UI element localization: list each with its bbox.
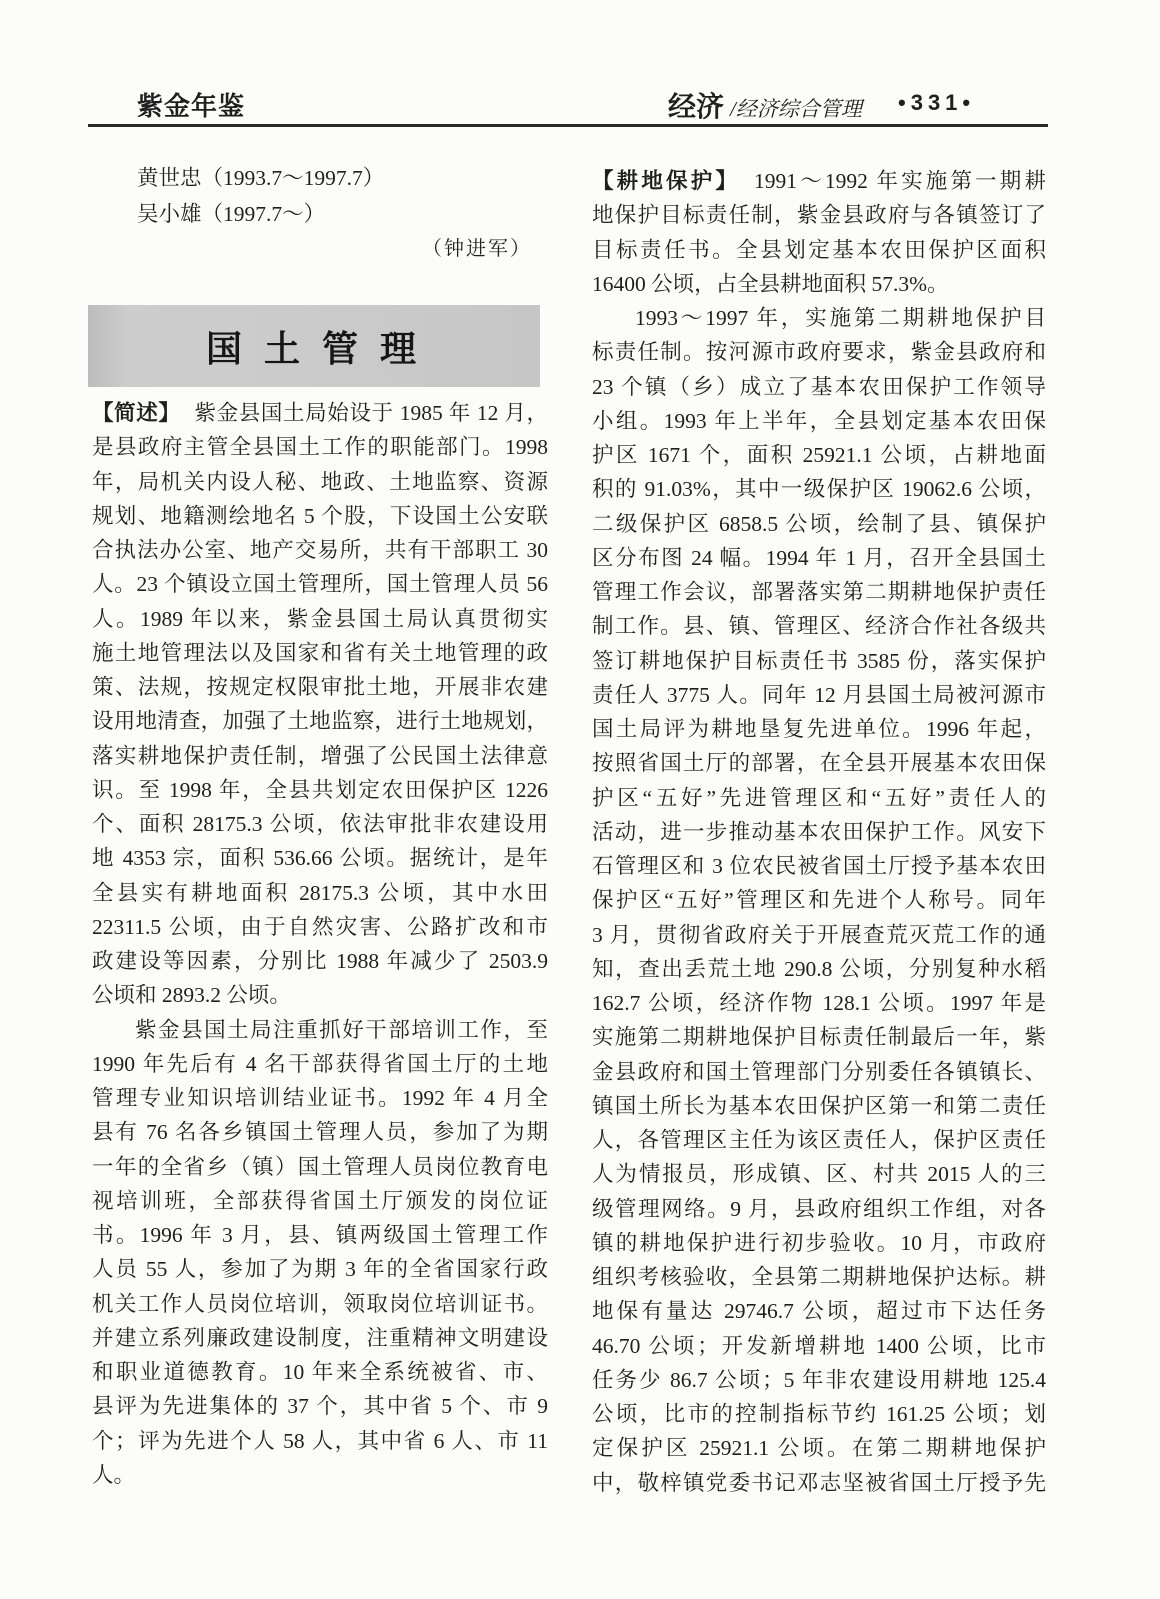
line-text: 1991～1992 年实施第一期耕 [754, 169, 1046, 193]
text-line [592, 712, 1046, 746]
line-text: 地 4353 宗，面积 536.66 公顷。据统计，是年 [92, 846, 548, 871]
line-text: 签订耕地保护目标责任书 3585 份，落实保护 [592, 648, 1046, 673]
text-line [92, 499, 548, 533]
line-text: 组织考核验收，全县第二期耕地保护达标。耕 [592, 1265, 1046, 1289]
text-line [92, 1218, 548, 1252]
text-line [592, 541, 1046, 575]
text-line [592, 1020, 1046, 1054]
text-line [592, 1329, 1046, 1363]
text-line [92, 1013, 548, 1047]
section-title-box [88, 305, 540, 387]
line-text: 合执法办公室、地产交易所，共有干部职工 30 [92, 538, 548, 562]
text-line [592, 1192, 1046, 1226]
line-text: 制工作。县、镇、管理区、经济合作社各级共 [592, 614, 1046, 639]
line-text: 人员 55 人，参加了为期 3 年的全省国家行政 [92, 1257, 548, 1282]
line-text: 管理工作会议，部署落实第二期耕地保护责任 [592, 580, 1046, 604]
line-text: 地保护目标责任制，紫金县政府与各镇签订了 [592, 203, 1046, 228]
text-line [92, 533, 548, 567]
line-text: 县有 76 名各乡镇国土管理人员，参加了为期 [92, 1120, 548, 1145]
text-line [92, 602, 548, 636]
paragraph [592, 301, 1046, 1500]
line-text: 责任人 3775 人。同年 12 月县国土局被河源市 [592, 682, 1046, 707]
text-line [592, 472, 1046, 506]
line-text: 23 个镇（乡）成立了基本农田保护工作领导 [592, 374, 1046, 399]
line-text: 按照省国土厅的部署，在全县开展基本农田保 [592, 751, 1046, 776]
text-line [92, 978, 548, 1012]
text-line [592, 233, 1046, 267]
right-column-body [592, 164, 1046, 1500]
text-line [592, 575, 1046, 609]
line-text: 金县政府和国土管理部门分别委任各镇镇长、 [592, 1059, 1046, 1084]
text-line [92, 430, 548, 464]
line-text: 人。 [92, 1462, 136, 1487]
text-line [592, 986, 1046, 1020]
text-line [92, 739, 548, 773]
header-rule [88, 124, 1048, 127]
text-line [92, 636, 548, 670]
text-line [92, 396, 548, 430]
text-line [592, 438, 1046, 472]
line-text: 落实耕地保护责任制，增强了公民国土法律意 [92, 743, 548, 768]
text-line [92, 773, 548, 807]
line-text: 定保护区 25921.1 公顷。在第二期耕地保护 [592, 1436, 1046, 1461]
line-text: 保护区“五好”管理区和先进个人称号。同年 [592, 888, 1046, 913]
line-text: 管理专业知识培训结业证书。1992 年 4 月全 [92, 1086, 548, 1110]
text-line [592, 815, 1046, 849]
text-line [592, 1466, 1046, 1500]
line-text: 书。1996 年 3 月，县、镇两级国土管理工作 [92, 1223, 548, 1247]
text-line [592, 370, 1046, 404]
line-text: 护区“五好”先进管理区和“五好”责任人的 [592, 785, 1046, 810]
subsection-name: /经济综合管理 [730, 97, 862, 121]
text-line [592, 678, 1046, 712]
paragraph [592, 164, 1046, 301]
text-line [92, 807, 548, 841]
line-text: 任务少 86.7 公顷；5 年非农建设用耕地 125.4 [592, 1367, 1046, 1392]
text-line [592, 746, 1046, 780]
text-line [592, 301, 1046, 335]
text-line [592, 609, 1046, 643]
line-text: 和职业道德教育。10 年来全系统被省、市、 [92, 1360, 548, 1384]
text-line [92, 670, 548, 704]
text-line [92, 1150, 548, 1184]
line-text: 规划、地籍测绘地名 5 个股，下设国土公安联 [92, 503, 548, 528]
line-text: 视培训班，全部获得省国土厅颁发的岗位证 [92, 1188, 548, 1213]
line-text: 策、法规，按规定权限审批土地，开展非农建 [92, 675, 548, 699]
text-line [92, 910, 548, 944]
text-line [92, 1389, 548, 1423]
text-line [592, 1431, 1046, 1465]
text-line [592, 267, 1046, 301]
line-text: 162.7 公顷，经济作物 128.1 公顷。1997 年是 [592, 991, 1046, 1015]
text-line [592, 781, 1046, 815]
line-text: 并建立系列廉政建设制度，注重精神文明建设 [92, 1325, 548, 1350]
line-text: 机关工作人员岗位培训，领取岗位培训证书。 [92, 1291, 548, 1316]
line-text: 个、面积 28175.3 公顷，依法审批非农建设用 [92, 812, 548, 836]
line-text: 个；评为先进个人 58 人，其中省 6 人、市 11 [92, 1428, 548, 1453]
line-text: 镇国土所长为基本农田保护区第一和第二责任 [592, 1093, 1046, 1118]
text-line [92, 876, 548, 910]
author-credit: （钟进军） [422, 238, 532, 260]
line-text: 3 月，贯彻省政府关于开展查荒灭荒工作的通 [592, 922, 1046, 947]
text-line [592, 1226, 1046, 1260]
line-text: 1990 年先后有 4 名干部获得省国土厅的土地 [92, 1051, 548, 1076]
line-text: 是县政府主管全县国土工作的职能部门。1998 [92, 435, 548, 460]
left-column-body [92, 396, 548, 1492]
line-text: 紫金县国土局注重抓好干部培训工作，至 [135, 1017, 548, 1042]
line-text: 公顷，比市的控制指标节约 161.25 公顷；划 [592, 1402, 1046, 1426]
line-text: 22311.5 公顷，由于自然灾害、公路扩改和市 [92, 914, 548, 939]
text-line [592, 1123, 1046, 1157]
text-line [592, 918, 1046, 952]
text-line [592, 1294, 1046, 1328]
line-text: 实施第二期耕地保护目标责任制最后一年，紫 [592, 1025, 1046, 1050]
line-text: 级管理网络。9 月，县政府组织工作组，对各 [592, 1196, 1046, 1221]
line-text: 施土地管理法以及国家和省有关土地管理的政 [92, 640, 548, 665]
line-text: 16400 公顷，占全县耕地面积 57.3%。 [592, 271, 949, 296]
text-line [592, 198, 1046, 232]
line-text: 石管理区和 3 位农民被省国土厅授予基本农田 [592, 854, 1046, 878]
line-text: 全县实有耕地面积 28175.3 公顷，其中水田 [92, 880, 548, 905]
line-text: 镇的耕地保护进行初步验收。10 月，市政府 [592, 1230, 1046, 1255]
section-title: 国 土 管 理 [205, 327, 422, 369]
text-line [592, 952, 1046, 986]
line-text: 设用地清查，加强了土地监察，进行土地规划， [92, 709, 548, 734]
text-line [592, 644, 1046, 678]
text-line [92, 465, 548, 499]
text-line [92, 1458, 548, 1492]
line-text: 人，各管理区主任为该区责任人，保护区责任 [592, 1128, 1046, 1152]
text-line [92, 1047, 548, 1081]
text-line [92, 1424, 548, 1458]
line-text: 政建设等因素，分别比 1988 年减少了 2503.9 [92, 949, 548, 973]
text-line [592, 1157, 1046, 1191]
officials-list [137, 160, 537, 232]
line-text: 标责任制。按河源市政府要求，紫金县政府和 [592, 340, 1046, 365]
text-line [92, 841, 548, 875]
line-text: 区分布图 24 幅。1994 年 1 月，召开全县国土 [592, 545, 1046, 570]
line-text: 识。至 1998 年，全县共划定农田保护区 1226 [92, 777, 548, 802]
line-text: 紫金县国土局始设于 1985 年 12 月， [194, 401, 548, 425]
line-text: 知，查出丢荒土地 290.8 公顷，分别复种水稻 [592, 956, 1046, 981]
text-line [592, 1089, 1046, 1123]
paragraph [92, 1013, 548, 1493]
line-text: 护区 1671 个，面积 25921.1 公顷，占耕地面 [592, 443, 1046, 467]
text-line [592, 164, 1046, 198]
text-line [592, 1055, 1046, 1089]
line-text: 1993～1997 年，实施第二期耕地保护目 [635, 306, 1046, 330]
text-line [592, 849, 1046, 883]
line-text: 年，局机关内设人秘、地政、土地监察、资源 [92, 469, 548, 494]
section-name: 经济 [668, 91, 725, 122]
line-text: 二级保护区 6858.5 公顷，绘制了县、镇保护 [592, 511, 1046, 536]
line-text: 人为情报员，形成镇、区、村共 2015 人的三 [592, 1162, 1046, 1187]
line-text: 人。1989 年以来，紫金县国土局认真贯彻实 [92, 606, 548, 631]
text-line [592, 507, 1046, 541]
text-line [92, 1081, 548, 1115]
text-line [92, 1252, 548, 1286]
line-text: 国土局评为耕地垦复先进单位。1996 年起， [592, 717, 1046, 741]
line-text: 公顷和 2893.2 公顷。 [92, 983, 291, 1008]
text-line [92, 1355, 548, 1389]
line-text: 46.70 公顷；开发新增耕地 1400 公顷，比市 [592, 1333, 1046, 1358]
text-line [592, 1260, 1046, 1294]
line-text: 地保有量达 29746.7 公顷，超过市下达任务 [592, 1299, 1046, 1324]
line-text: 一年的全省乡（镇）国土管理人员岗位教育电 [92, 1154, 548, 1179]
paragraph-label: 【简述】 [92, 401, 181, 425]
paragraph-label: 【耕地保护】 [592, 169, 741, 193]
text-line [592, 1363, 1046, 1397]
book-title: 紫金年鉴 [137, 91, 246, 121]
line-text: 中，敬梓镇党委书记邓志坚被省国土厅授予先 [592, 1470, 1046, 1495]
text-line [92, 1287, 548, 1321]
line-text: 积的 91.03%，其中一级保护区 19062.6 公顷， [592, 477, 1046, 502]
line-text: 活动，进一步推动基本农田保护工作。风安下 [592, 819, 1046, 844]
text-line [592, 883, 1046, 917]
official-entry: 吴小雄（1997.7～） [137, 202, 326, 226]
text-line [92, 704, 548, 738]
text-line [592, 1397, 1046, 1431]
paragraph [92, 396, 548, 1013]
text-line [92, 944, 548, 978]
line-text: 目标责任书。全县划定基本农田保护区面积 [592, 237, 1046, 262]
line-text: 小组。1993 年上半年，全县划定基本农田保 [592, 408, 1046, 433]
page-number: •331• [898, 90, 976, 115]
text-line [92, 1321, 548, 1355]
official-entry: 黄世忠（1993.7～1997.7） [137, 166, 385, 190]
text-line [592, 335, 1046, 369]
text-line [592, 404, 1046, 438]
line-text: 县评为先进集体的 37 个，其中省 5 个、市 9 [92, 1394, 548, 1419]
text-line [92, 1115, 548, 1149]
line-text: 人。23 个镇设立国土管理所，国土管理人员 56 [92, 572, 548, 597]
text-line [92, 1184, 548, 1218]
text-line [92, 567, 548, 601]
